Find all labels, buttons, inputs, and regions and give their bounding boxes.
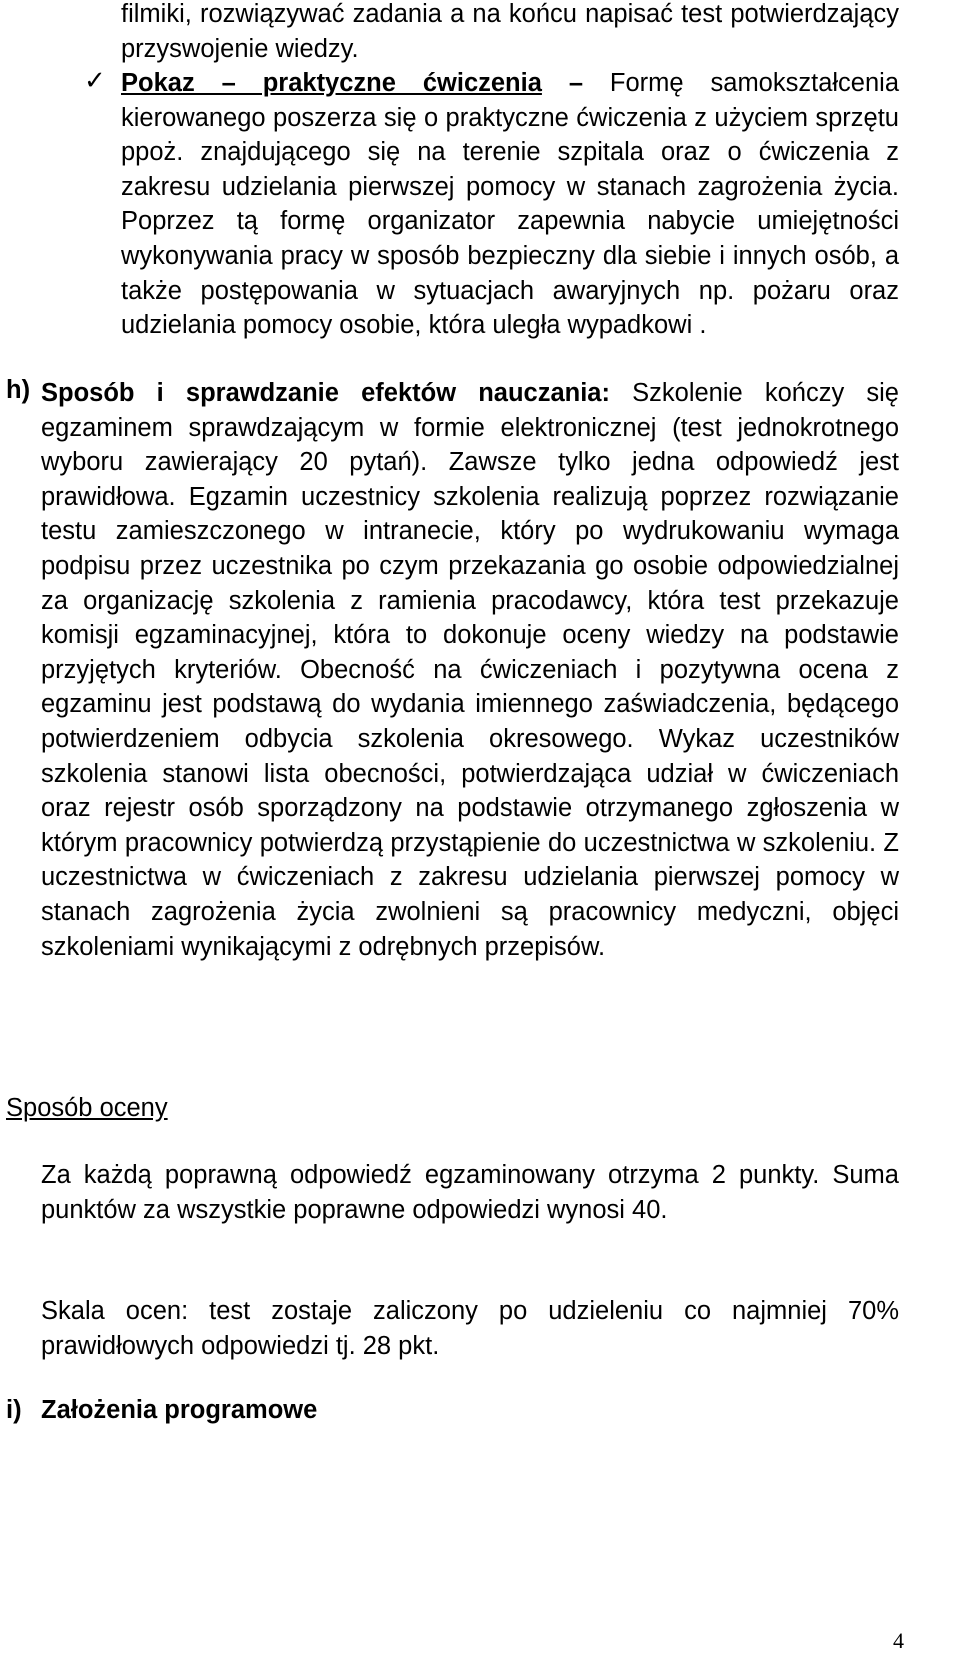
section-h-body: Szkolenie kończy się egzaminem sprawdzającym w formie elektronicznej (test jednokrotnego wyboru zawierający 20 pytań). Zawsze tylko jedna odpowiedź jest prawidłowa. Egzamin uczestnicy szkolenia realizują poprzez rozwiązanie testu zamieszczonego w intranecie, który po wydrukowaniu wymaga podpisu przez uczestnika po czym przekazania go osobie odpowiedzialnej za organizację szkolenia z ramienia pracodawcy, która test przekazuje komisji egzaminacyjnej, która to dokonuje oceny wiedzy na podstawie przyjętych kryteriów. Obecność na ćwiczeniach i pozytywna ocena z egzaminu jest podstawą do wydania imiennego zaświadczenia, będącego potwierdzeniem odbycia szkolenia okresowego. Wykaz uczestników szkolenia stanowi lista obecności, potwierdzająca udział w ćwiczeniach oraz rejestr osób sporządzony na podstawie otrzymanego zgłoszenia w którym pracownicy potwierdzą przystąpienie do uczestnictwa w szkoleniu. Z uczestnictwa w ćwiczeniach z zakresu udzielania pierwszej pomocy w stanach zagrożenia życia zwolnieni są pracownicy medyczni, objęci szkoleniami wynikającymi z odrębnych przepisów.: [41, 379, 899, 961]
pokaz-title: Pokaz – praktyczne ćwiczenia: [121, 69, 542, 97]
section-h-title: Sposób i sprawdzanie efektów nauczania:: [41, 379, 610, 407]
pokaz-dash: –: [541, 69, 610, 97]
section-h-label: h): [6, 376, 31, 404]
sposob-oceny-heading: Sposób oceny: [6, 1094, 168, 1122]
intro-paragraph-tail: filmiki, rozwiązywać zadania a na końcu napisać test potwierdzający przyswojenie wiedzy.: [121, 0, 899, 63]
checkmark-icon: ✓: [84, 66, 106, 96]
section-h-paragraph: [41, 376, 899, 964]
pokaz-body: Formę samokształcenia kierowanego poszerza się o praktyczne ćwiczenia z użyciem sprzętu ppoż. znajdującego się na terenie szpitala oraz o ćwiczenia z zakresu udzielania pierwszej pomocy w stanach zagrożenia życia. Poprzez tą formę organizator zapewnia nabycie umiejętności wykonywania pracy w sposób bezpieczny dla siebie i innych osób, a także postępowania w sytuacjach awaryjnych np. pożaru oraz udzielania pomocy osobie, która uległa wypadkowi .: [121, 69, 900, 340]
section-i-title: Założenia programowe: [41, 1396, 318, 1424]
scale-paragraph: Skala ocen: test zostaje zaliczony po udzieleniu co najmniej 70% prawidłowych odpowiedzi tj. 28 pkt.: [41, 1297, 899, 1360]
page-number: 4: [893, 1628, 904, 1653]
pokaz-paragraph: [121, 66, 899, 343]
section-i-label: i): [6, 1396, 22, 1424]
score-paragraph: Za każdą poprawną odpowiedź egzaminowany otrzyma 2 punkty. Suma punktów za wszystkie poprawne odpowiedzi wynosi 40.: [41, 1161, 899, 1224]
